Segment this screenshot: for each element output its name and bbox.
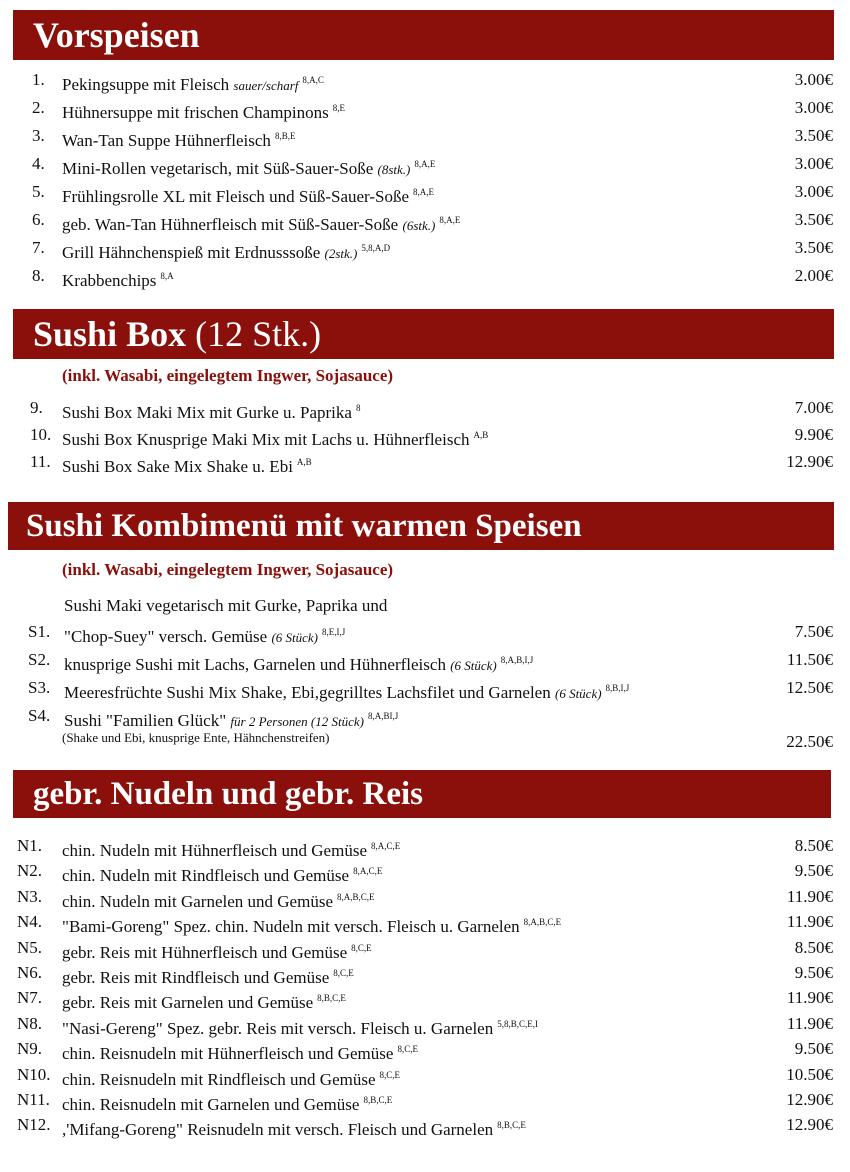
section-header-kombi [8,502,834,550]
item-price: 3.00€ [794,182,833,201]
item-allergens: 8,A,C,E [371,841,401,851]
item-price: 3.00€ [794,98,833,117]
item-price: 12.90€ [786,452,833,471]
item-number: N2. [17,861,43,881]
item-name-wrap [62,425,488,450]
item-number: 1. [32,70,45,89]
item-allergens: 8,B,C,E [317,993,346,1004]
item-price: 9.90€ [794,425,833,444]
item-allergens: 8,A,C [302,75,324,85]
item-price: 11.90€ [786,912,833,932]
section-title: Vorspeisen [33,15,200,55]
item-price: 12.90€ [786,1115,833,1135]
item-price: 11.90€ [786,988,833,1008]
item-allergens: 8,A,E [414,159,436,169]
item-note: (8stk.) [377,162,411,177]
item-price: 3.50€ [794,126,833,145]
item-name: gebr. Reis mit Hühnerfleisch und Gemüse [62,942,348,962]
item-name-wrap [62,887,375,912]
item-allergens: 8,A,E [439,215,461,225]
section-title: Sushi Box [33,314,187,354]
section-header-vorspeisen [13,10,834,60]
item-allergens: 8,C,E [351,942,372,953]
item-name: Sushi Maki vegetarisch mit Gurke, Paprika und [64,596,388,615]
item-name: chin. Reisnudeln mit Hühnerfleisch und Gemüse [62,1044,394,1064]
item-name: Sushi Box Knusprige Maki Mix mit Lachs u. Hühnerfleisch [62,430,470,449]
item-price: 3.50€ [794,238,833,257]
sushi-box-subtitle: (inkl. Wasabi, eingelegtem Ingwer, Sojasauce) [62,366,394,385]
item-name: chin. Nudeln mit Hühnerfleisch und Gemüse [62,841,367,860]
item-allergens: 8,C,E [333,968,354,978]
item-allergens: A,B [296,457,312,467]
item-price: 11.90€ [786,1013,833,1033]
item-note: (6stk.) [402,218,436,233]
item-name-wrap [62,238,390,264]
item-number: 11. [30,452,51,471]
item-number: S1. [28,622,51,641]
item-price: 8.50€ [794,937,833,957]
item-allergens: 8,B,C,E [497,1120,526,1131]
item-name-wrap [62,836,400,861]
item-name-wrap [62,452,312,477]
item-number: N10. [17,1064,51,1084]
item-number: N6. [17,963,43,982]
item-note: für 2 Personen (12 Stück) [230,714,364,729]
item-number: N4. [17,912,43,932]
item-number: 6. [32,210,45,229]
item-name-wrap [62,1065,400,1090]
item-number: 3. [32,126,45,145]
item-name: chin. Reisnudeln mit Garnelen und Gemüse [62,1095,360,1114]
item-name: Meeresfrüchte Sushi Mix Shake, Ebi,gegrilltes Lachsfilet und Garnelen [64,683,551,702]
item-allergens: 8,A,C,E [353,866,383,877]
item-name: Hühnersuppe mit frischen Champinons [62,103,329,122]
item-price: 10.50€ [786,1064,833,1084]
item-allergens: 8,E [332,103,346,113]
item-name: ,'Mifang-Goreng" Reisnudeln mit versch. Fleisch und Garnelen [62,1120,494,1140]
kombi-subtitle: (inkl. Wasabi, eingelegtem Ingwer, Sojasauce) [62,560,394,579]
item-number: 5. [32,182,45,201]
item-note: (6 Stück) [554,686,602,701]
item-name-wrap [62,154,435,180]
item-name: Krabbenchips [62,271,157,290]
item-price: 2.00€ [794,266,833,285]
kombi-s4-detail: (Shake und Ebi, knusprige Ente, Hähnchenstreifen) [62,730,330,745]
item-name: geb. Wan-Tan Hühnerfleisch mit Süß-Sauer-Soße [62,215,399,234]
item-number: S2. [28,650,51,669]
item-number: S4. [28,706,51,725]
item-allergens: 8,C,E [379,1069,401,1080]
item-name: Grill Hähnchenspieß mit Erdnusssoße [62,243,321,262]
item-allergens: 8,A,B,I,J [500,655,534,665]
item-name: "Chop-Suey" versch. Gemüse [64,627,268,646]
item-name-wrap [62,182,434,207]
item-number: N11. [17,1090,50,1109]
item-number: S3. [28,678,51,697]
item-number: N1. [17,836,43,855]
item-note: (6 Stück) [271,630,319,645]
item-number: N12. [17,1115,51,1135]
item-name-wrap [62,266,174,291]
item-number: N8. [17,1013,43,1033]
item-allergens: 8,A,E [413,187,435,197]
item-price: 9.50€ [794,963,833,982]
item-name-wrap [62,938,372,963]
item-name: "Bami-Goreng" Spez. chin. Nudeln mit versch. Fleisch u. Garnelen [62,917,520,937]
item-name-wrap [62,1090,392,1115]
item-name-wrap [64,706,398,732]
item-number: N5. [17,937,43,957]
item-name: Pekingsuppe mit Fleisch [62,75,230,94]
item-price: 3.50€ [794,210,833,229]
item-name-wrap [62,912,561,937]
item-number: N3. [17,886,43,906]
item-name: chin. Reisnudeln mit Rindfleisch und Gemüse [62,1069,376,1089]
item-allergens: 5,8,B,C,E,I [497,1018,538,1029]
item-name: Sushi Box Maki Mix mit Gurke u. Paprika [62,403,352,422]
item-price: 22.50€ [786,732,833,751]
item-name: "Nasi-Gereng" Spez. gebr. Reis mit versch. Fleisch u. Garnelen [62,1018,494,1038]
section-header-sushi-box [13,309,834,359]
item-number: 9. [30,398,43,417]
item-allergens: 8 [355,403,361,413]
item-allergens: 8,B,E [274,131,296,141]
item-name-wrap [62,861,382,886]
item-name-wrap [62,1039,418,1064]
item-name-wrap [62,988,346,1013]
item-note: sauer/scharf [233,78,299,93]
item-name: Sushi "Familien Glück" [64,711,227,730]
item-name: knusprige Sushi mit Lachs, Garnelen und Hühnerfleisch [64,655,446,674]
item-number: 4. [32,154,45,173]
item-price: 3.00€ [794,70,833,89]
item-number: 10. [30,425,52,444]
item-allergens: 8,A,BI,J [368,711,399,721]
item-name-wrap [62,398,360,423]
item-allergens: 8,A [160,271,174,281]
item-price: 3.00€ [794,154,833,173]
section-title: gebr. Nudeln und gebr. Reis [33,776,423,812]
item-number: 8. [32,266,45,285]
item-name-wrap [62,1014,538,1039]
item-name: Wan-Tan Suppe Hühnerfleisch [62,131,271,150]
item-name-wrap [62,963,354,988]
item-name: Frühlingsrolle XL mit Fleisch und Süß-Sauer-Soße [62,187,410,206]
item-price: 11.90€ [786,886,833,906]
item-name-wrap [64,650,533,676]
item-allergens: 5,8,A,D [361,243,391,253]
item-number: 2. [32,98,45,117]
item-price: 11.50€ [786,650,833,669]
item-allergens: 8,E,I,J [322,627,346,637]
item-price: 9.50€ [794,1039,833,1059]
item-price: 12.90€ [786,1090,833,1109]
item-name-wrap [64,622,345,648]
item-name: gebr. Reis mit Garnelen und Gemüse [62,993,314,1013]
item-name-wrap [62,98,345,123]
item-name: chin. Nudeln mit Rindfleisch und Gemüse [62,866,350,886]
item-note: (2stk.) [324,246,358,261]
item-price: 7.50€ [794,622,833,641]
item-number: N9. [17,1039,43,1059]
item-price: 7.00€ [794,398,833,417]
section-title-suffix: (12 Stk.) [195,314,322,354]
item-allergens: 8,A,B,C,E [337,891,375,902]
item-allergens: 8,C,E [397,1044,418,1055]
item-name-wrap [64,678,629,704]
item-name: Mini-Rollen vegetarisch, mit Süß-Sauer-Soße [62,159,374,178]
item-allergens: 8,A,B,C,E [523,917,562,928]
item-note: (6 Stück) [450,658,497,673]
item-name-wrap [62,1115,526,1140]
section-title: Sushi Kombimenü mit warmen Speisen [26,508,582,544]
item-price: 9.50€ [794,861,833,881]
section-header-nudeln [13,770,831,818]
item-name-wrap [62,126,295,151]
item-allergens: 8,B,C,E [363,1095,393,1105]
item-price: 8.50€ [794,836,833,855]
item-number: N7. [17,988,43,1008]
item-name: chin. Nudeln mit Garnelen und Gemüse [62,891,333,911]
item-number: 7. [32,238,45,257]
item-allergens: A,B [473,430,489,440]
item-price: 12.50€ [786,678,833,697]
item-allergens: 8,B,I,J [605,683,630,693]
item-name-wrap [62,210,460,236]
item-name: gebr. Reis mit Rindfleisch und Gemüse [62,968,330,987]
item-name-wrap [62,70,324,96]
item-name: Sushi Box Sake Mix Shake u. Ebi [62,457,293,476]
